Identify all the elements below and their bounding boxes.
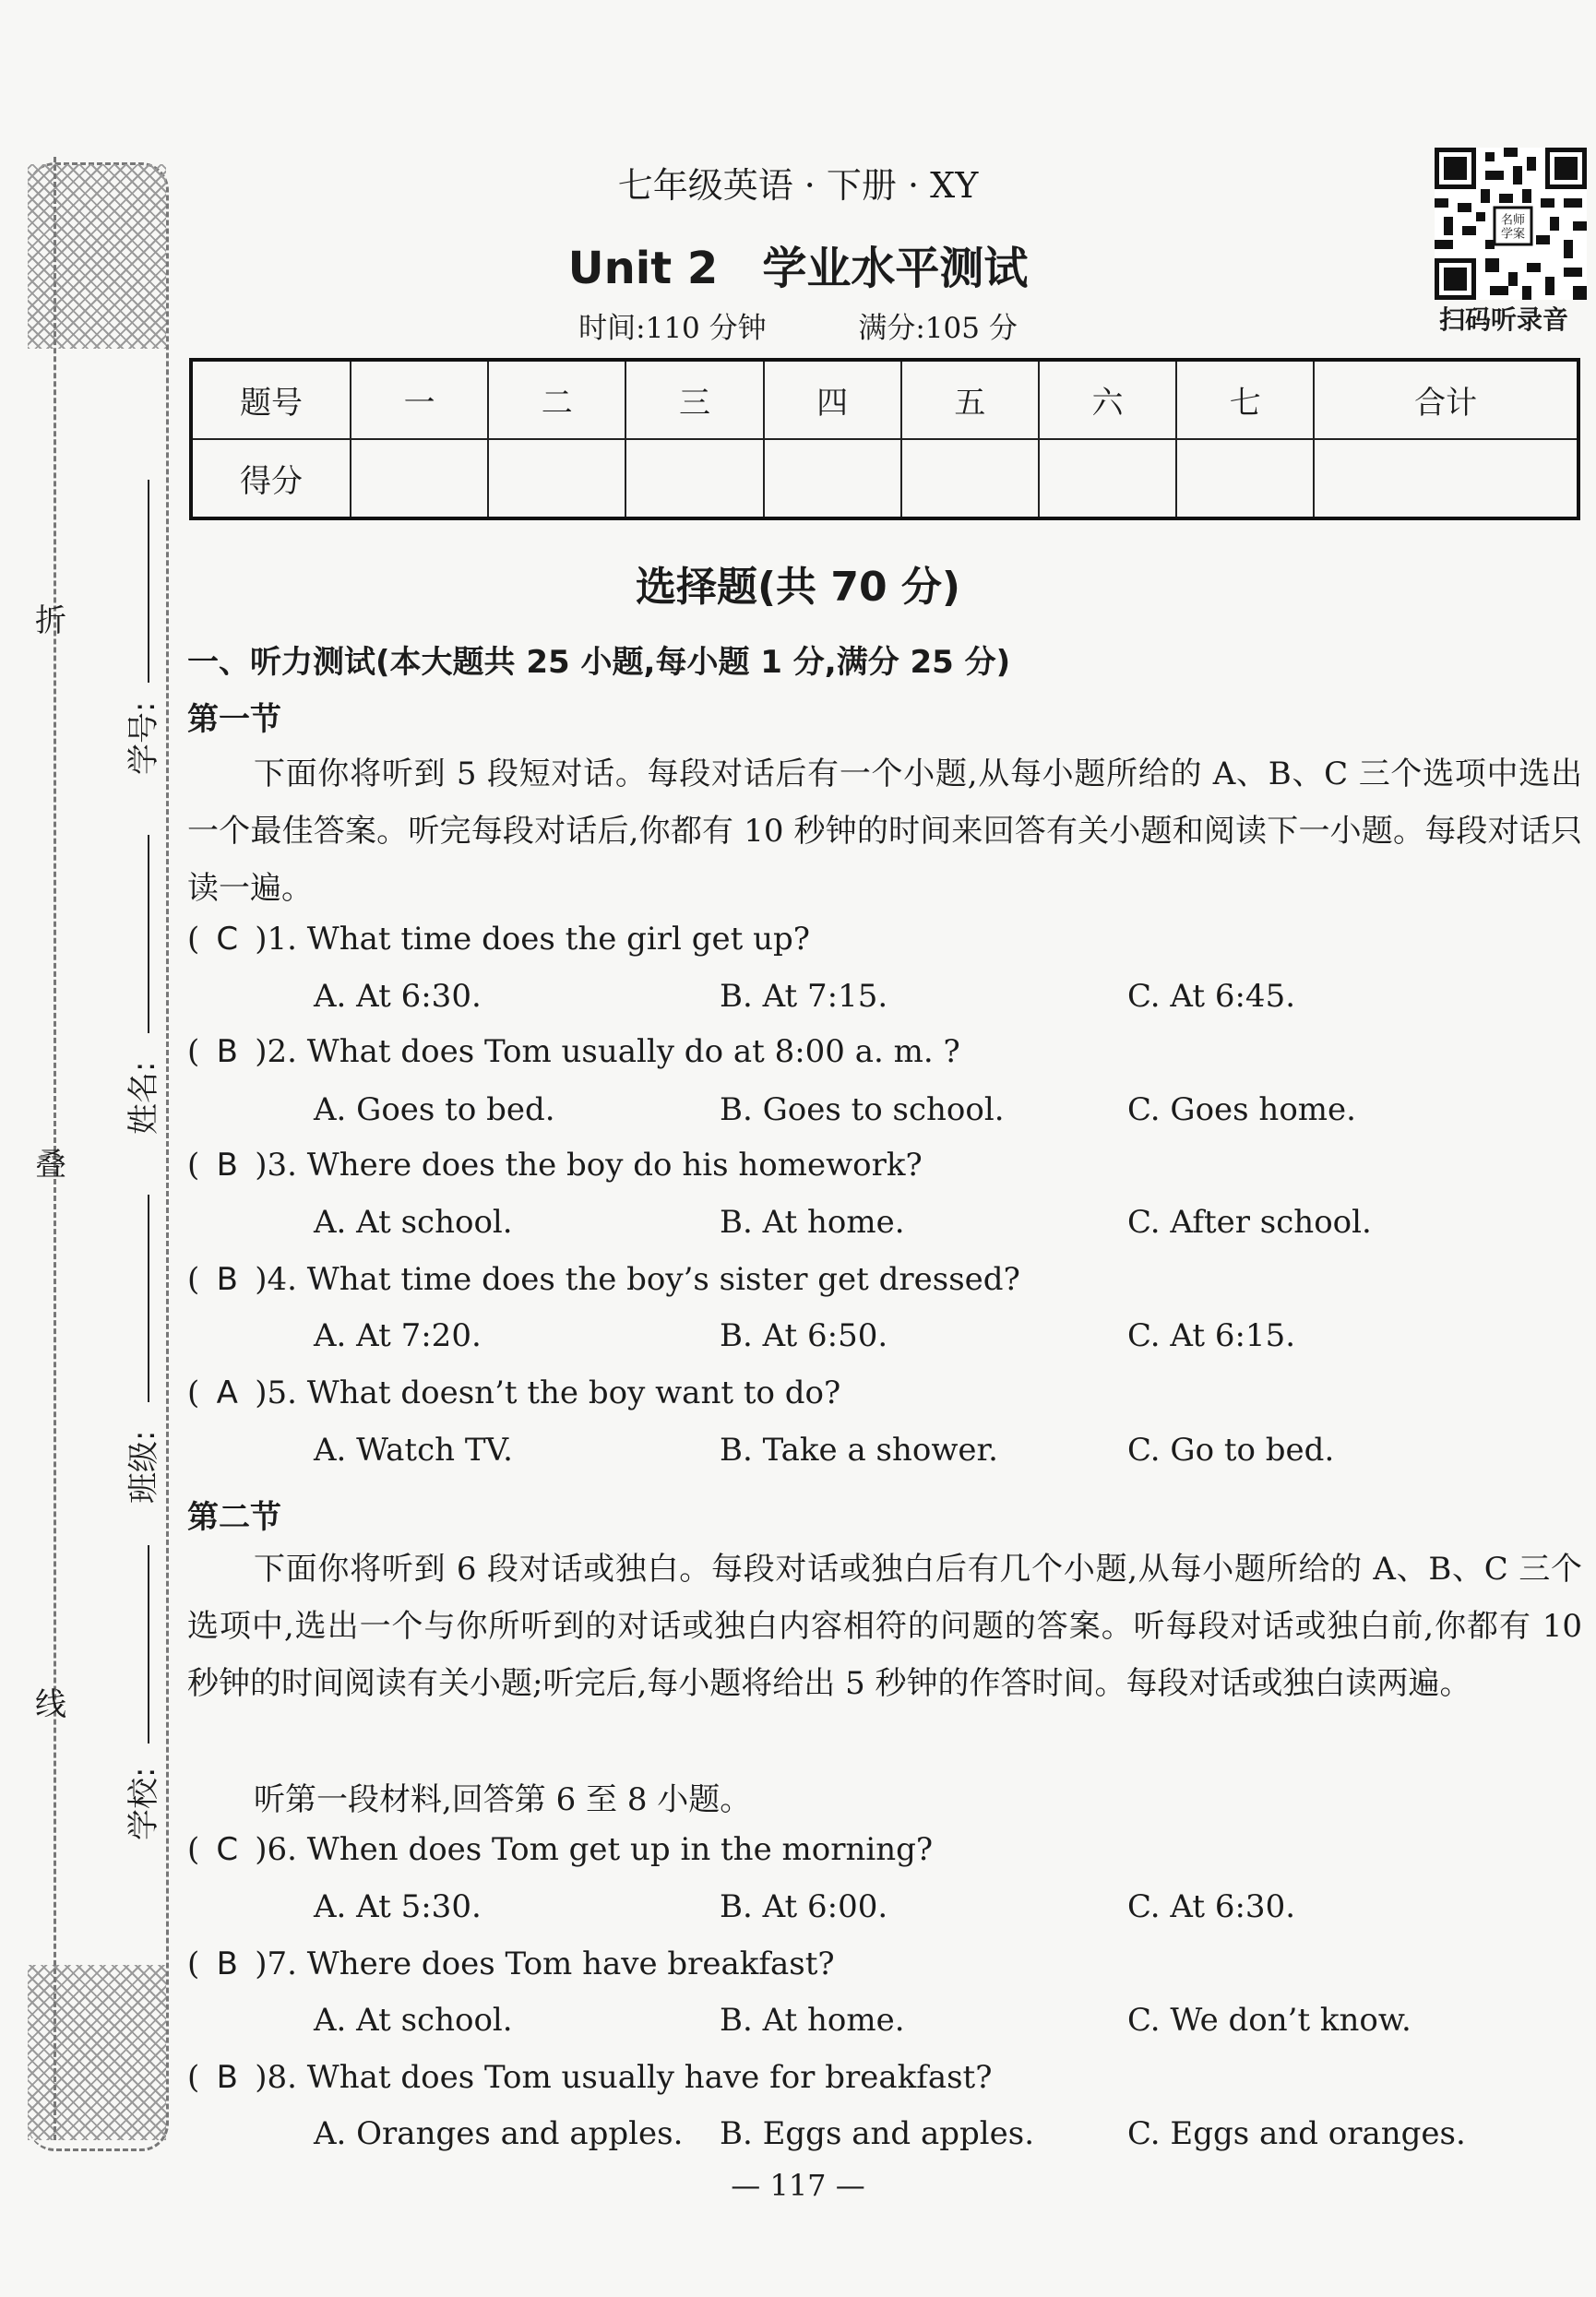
section-title: 选择题(共 70 分) xyxy=(635,564,961,611)
svg-text:名师: 名师 xyxy=(1500,213,1526,228)
class-label: 班级: xyxy=(125,1430,162,1504)
sec1-instructions: 下面你将听到 5 段短对话。每段对话后有一个小题,从每小题所给的 A、B、C 三个选项中选出一个最佳答案。听完每段对话后,你都有 10 秒钟的时间来回答有关小题和阅读下一小题。每段对话只读一遍。 xyxy=(187,756,1582,907)
school-label: 学校: xyxy=(125,1767,162,1840)
answer-3[interactable]: B xyxy=(216,1147,238,1184)
answer-1[interactable]: C xyxy=(216,921,239,958)
name-label: 姓名: xyxy=(125,1061,162,1135)
answer-2[interactable]: B xyxy=(216,1033,238,1070)
question-stem: 1. What time does the girl get up? xyxy=(267,921,810,958)
page-title: Unit 2 学业水平测试 xyxy=(567,243,1029,294)
option-b[interactable]: B. At 6:00. xyxy=(720,1888,888,1925)
question-7: ( B )7. Where does Tom have breakfast? xyxy=(187,1946,835,1982)
option-b[interactable]: B. Eggs and apples. xyxy=(720,2115,1034,2152)
question-stem: 5. What doesn’t the boy want to do? xyxy=(267,1375,841,1411)
question-stem: 3. Where does the boy do his homework? xyxy=(267,1147,923,1184)
score-table-cell: 七 xyxy=(1176,360,1314,439)
score-table-cell: 四 xyxy=(764,360,901,439)
question-8: ( B )8. What does Tom usually have for breakfast? xyxy=(187,2059,993,2096)
score-input-cell[interactable] xyxy=(1176,439,1314,518)
name-line xyxy=(148,835,149,1033)
option-b[interactable]: B. Take a shower. xyxy=(720,1432,998,1469)
score-table-cell: 题号 xyxy=(191,360,351,439)
exam-full-score: 满分:105 分 xyxy=(858,312,1018,345)
score-table-cell: 五 xyxy=(901,360,1039,439)
option-c[interactable]: C. At 6:15. xyxy=(1127,1317,1296,1354)
score-input-cell[interactable] xyxy=(351,439,488,518)
question-stem: 4. What time does the boy’s sister get dressed? xyxy=(267,1261,1020,1298)
option-b[interactable]: B. Goes to school. xyxy=(720,1091,1005,1128)
question-1: ( C )1. What time does the girl get up? xyxy=(187,921,810,958)
option-a[interactable]: A. At 6:30. xyxy=(314,978,482,1015)
question-stem: 7. Where does Tom have breakfast? xyxy=(267,1946,835,1982)
score-input-cell[interactable] xyxy=(488,439,625,518)
score-table-cell: 三 xyxy=(625,360,763,439)
sec1-title: 第一节 xyxy=(187,701,281,738)
margin-hatch-bottom xyxy=(28,1965,166,2140)
qr-caption: 扫码听录音 xyxy=(1439,304,1569,335)
sec2-instructions: 下面你将听到 6 段对话或独白。每段对话或独白后有几个小题,从每小题所给的 A、B、C 三个选项中,选出一个与你所听到的对话或独白内容相符的问题的答案。听每段对话或独白前,你都有 10 秒钟的时间阅读有关小题;听完后,每小题将给出 5 秒钟的作答时间。每段对话或独白读两遍。 xyxy=(187,1551,1582,1702)
question-stem: 8. What does Tom usually have for breakfast? xyxy=(267,2059,993,2096)
option-a[interactable]: A. Oranges and apples. xyxy=(314,2115,684,2152)
fold-char-3: 线 xyxy=(35,1686,66,1723)
answer-5[interactable]: A xyxy=(216,1375,238,1411)
student-id-label: 学号: xyxy=(125,701,162,775)
question-5: ( A )5. What doesn’t the boy want to do? xyxy=(187,1375,841,1411)
score-input-cell[interactable] xyxy=(901,439,1039,518)
option-c[interactable]: C. At 6:45. xyxy=(1127,978,1296,1015)
question-3: ( B )3. Where does the boy do his homework? xyxy=(187,1147,923,1184)
option-c[interactable]: C. At 6:30. xyxy=(1127,1888,1296,1925)
answer-7[interactable]: B xyxy=(216,1946,238,1982)
answer-6[interactable]: C xyxy=(216,1831,239,1868)
option-b[interactable]: B. At 6:50. xyxy=(720,1317,888,1354)
option-c[interactable]: C. Eggs and oranges. xyxy=(1127,2115,1466,2152)
exam-time: 时间:110 分钟 xyxy=(578,312,767,345)
exam-meta xyxy=(0,304,1596,346)
score-table xyxy=(189,358,1580,520)
question-4: ( B )4. What time does the boy’s sister get dressed? xyxy=(187,1261,1020,1298)
sec2-note: 听第一段材料,回答第 6 至 8 小题。 xyxy=(254,1781,752,1818)
svg-text:学案: 学案 xyxy=(1500,227,1526,242)
score-table-score-row xyxy=(191,439,1578,518)
score-table-cell: 二 xyxy=(488,360,625,439)
option-b[interactable]: B. At home. xyxy=(720,1204,905,1241)
option-b[interactable]: B. At 7:15. xyxy=(720,978,888,1015)
score-input-cell[interactable] xyxy=(1039,439,1176,518)
score-table-header-row xyxy=(191,360,1578,439)
answer-8[interactable]: B xyxy=(216,2059,238,2096)
option-a[interactable]: A. At school. xyxy=(314,2002,513,2039)
class-line xyxy=(148,1195,149,1402)
score-input-cell[interactable] xyxy=(764,439,901,518)
book-subtitle: 七年级英语 · 下册 · XY xyxy=(617,165,979,206)
score-table-cell: 六 xyxy=(1039,360,1176,439)
school-line xyxy=(148,1545,149,1744)
score-table-cell: 一 xyxy=(351,360,488,439)
part1-title: 一、听力测试(本大题共 25 小题,每小题 1 分,满分 25 分) xyxy=(187,644,1011,681)
option-b[interactable]: B. At home. xyxy=(720,2002,905,2039)
question-stem: 2. What does Tom usually do at 8:00 a. m. ? xyxy=(267,1033,960,1070)
option-c[interactable]: C. Go to bed. xyxy=(1127,1432,1335,1469)
option-a[interactable]: A. At 5:30. xyxy=(314,1888,482,1925)
score-input-cell[interactable] xyxy=(1314,439,1578,518)
question-stem: 6. When does Tom get up in the morning? xyxy=(267,1831,934,1868)
qr-code-icon[interactable] xyxy=(1435,148,1587,300)
option-a[interactable]: A. Goes to bed. xyxy=(314,1091,555,1128)
score-input-cell[interactable] xyxy=(625,439,763,518)
fold-char-2: 叠 xyxy=(35,1147,66,1184)
score-table-cell: 得分 xyxy=(191,439,351,518)
option-a[interactable]: A. At school. xyxy=(314,1204,513,1241)
option-c[interactable]: C. We don’t know. xyxy=(1127,2002,1411,2039)
option-a[interactable]: A. At 7:20. xyxy=(314,1317,482,1354)
sec2-title: 第二节 xyxy=(187,1499,281,1536)
question-6: ( C )6. When does Tom get up in the morning? xyxy=(187,1831,934,1868)
score-table-cell: 合计 xyxy=(1314,360,1578,439)
option-c[interactable]: C. After school. xyxy=(1127,1204,1372,1241)
option-a[interactable]: A. Watch TV. xyxy=(314,1432,513,1469)
option-c[interactable]: C. Goes home. xyxy=(1127,1091,1356,1128)
page-number: — 117 — xyxy=(731,2168,865,2203)
fold-char-1: 折 xyxy=(35,602,66,639)
question-2: ( B )2. What does Tom usually do at 8:00 a. m. ? xyxy=(187,1033,960,1070)
answer-4[interactable]: B xyxy=(216,1261,238,1298)
